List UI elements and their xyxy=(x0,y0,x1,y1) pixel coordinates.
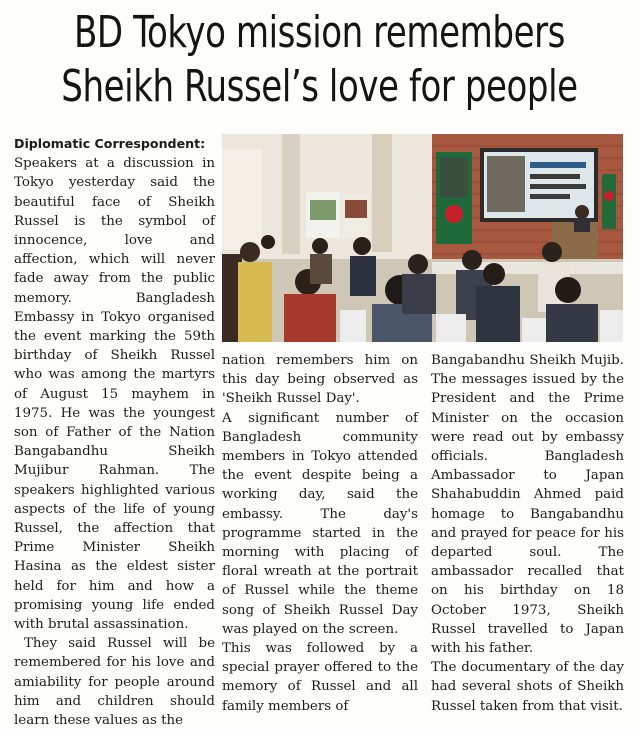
article-column-1 xyxy=(14,134,215,730)
column-2-paragraph-1: nation remembers him on this day being observed as 'Sheikh Russel Day'. xyxy=(222,353,418,407)
column-1-paragraph-2: They said Russel will be remembered for his love and amiability for people around him and children should learn these values as the xyxy=(14,636,215,729)
headline-line-2: Sheikh Russel’s love for people xyxy=(61,61,578,112)
column-3-paragraph-1: Bangabandhu Sheikh Mujib. The messages issued by the President and the Prime Minister on the occasion were read out by embassy officials. Bangladesh Ambassador to Japan Shahabuddin Ahmed paid homage to Bangabandhu and prayed for peace for his departed soul. The ambassador recalled that on his birthday on 18 October 1973, Sheikh Russel travelled to Japan with his father. xyxy=(431,353,624,657)
headline xyxy=(0,6,639,114)
column-2-paragraph-2: A significant number of Bangladesh community members in Tokyo attended the event despite being a working day, said the embassy. The day's programme started in the morning with placing of floral wreath at the portrait of Russel while the theme song of Sheikh Russel Day was played on the screen. xyxy=(222,410,418,637)
article-column-3 xyxy=(431,351,624,716)
column-2-paragraph-3: This was followed by a special prayer offered to the memory of Russel and all family members of xyxy=(222,641,418,714)
event-photo xyxy=(222,134,623,342)
headline-line-1: BD Tokyo mission remembers xyxy=(74,7,565,58)
byline: Diplomatic Correspondent: xyxy=(14,136,206,151)
article-column-2 xyxy=(222,351,418,716)
column-3-paragraph-2: The documentary of the day had several shots of Sheikh Russel taken from that visit. xyxy=(431,660,624,714)
column-1-paragraph-1: Speakers at a discussion in Tokyo yesterday said the beautiful face of Sheikh Russel is the symbol of innocence, love and affection, which will never fade away from the public memory. Bangladesh Embassy in Tokyo organised the event marking the 59th birthday of Sheikh Russel who was among the martyrs of August 15 mayhem in 1975. He was the youngest son of Father of the Nation Bangabandhu Sheikh Mujibur Rahman. The speakers highlighted various aspects of the life of young Russel, the affection that Prime Minister Sheikh Hasina as the eldest sister held for him and how a promising young life ended with brutal assassination. xyxy=(14,156,215,633)
